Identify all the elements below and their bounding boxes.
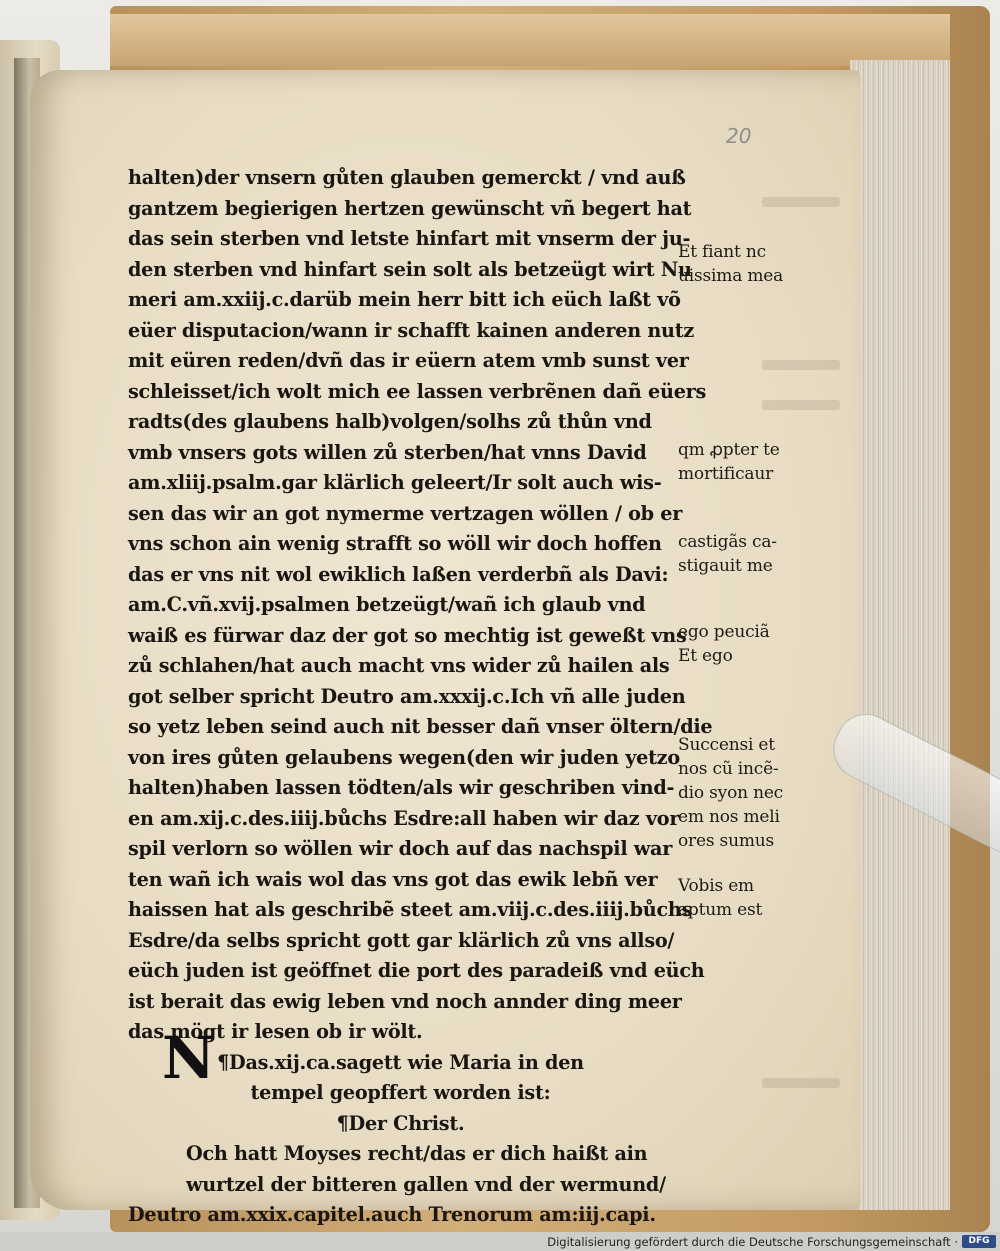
text-line: zů schlahen/hat auch macht vns wider zů hailen als (128, 654, 670, 677)
text-line: sen das wir an got nymerme vertzagen wöllen / ob er (128, 501, 683, 525)
text-line: radts(des glaubens halb)volgen/solhs zů thůn vnd (128, 410, 652, 433)
text-line: Och hatt Moyses recht/das er dich haißt ain (186, 1142, 648, 1165)
margin-note-line: em nos meli (678, 807, 780, 827)
page-edges (850, 60, 950, 1210)
margin-note-line: ego peuciã (678, 622, 770, 642)
text-line: halten)haben lassen tödten/als wir geschriben vind- (128, 776, 675, 799)
bleed-through-mark (762, 1078, 840, 1088)
dfg-logo-icon: DFG (962, 1235, 996, 1248)
margin-note (678, 240, 848, 288)
margin-note-line: castigãs ca- (678, 532, 777, 552)
bleed-through-mark (762, 197, 840, 207)
text-line: vns schon ain wenig strafft so wöll wir doch hoffen (128, 532, 662, 555)
text-line: am.xliij.psalm.gar klärlich geleert/Ir solt auch wis- (128, 471, 662, 494)
margin-note (678, 438, 848, 486)
chapter-heading-cont: tempel geopffert worden ist: (250, 1081, 551, 1104)
margin-note-line: uissima mea (678, 266, 784, 286)
text-line: schleisset/ich wolt mich ee lassen verbrẽnen dañ eüers (128, 379, 707, 403)
text-line: das er vns nit wol ewiklich laßen verderbñ als Davi: (128, 562, 669, 586)
text-line: wurtzel der bitteren gallen vnd der wermund/ (186, 1172, 666, 1196)
margin-note-line: dio syon nec (678, 783, 784, 803)
text-line: en am.xij.c.des.iiij.bůchs Esdre:all haben wir daz vor (128, 806, 680, 830)
text-line: ist berait das ewig leben vnd noch annder ding meer (128, 989, 682, 1013)
text-line: meri am.xxiij.c.darüb mein herr bitt ich eüch laßt võ (128, 288, 681, 311)
margin-note-line: Et ego (678, 646, 733, 666)
margin-note-line: nos cũ incẽ- (678, 759, 779, 779)
margin-note-line: Vobis em (678, 876, 754, 896)
margin-note-line: Et fiant nc (678, 242, 766, 262)
text-line: von ires gůten gelaubens wegen(den wir juden yetzo (128, 745, 680, 769)
text-line: das sein sterben vnd letste hinfart mit vnserm der ju- (128, 227, 691, 250)
bleed-through-mark (762, 400, 840, 410)
text-line: eüch juden ist geöffnet die port des paradeiß vnd eüch (128, 959, 705, 982)
text-line: vmb vnsers gots willen zů sterben/hat vnns David (128, 440, 647, 464)
margin-note-line: stigauit me (678, 556, 773, 576)
speaker-label: ¶Der Christ. (336, 1111, 465, 1135)
margin-note (678, 733, 848, 853)
footer-bar (0, 1232, 1000, 1251)
text-line: ten wañ ich wais wol das vns got das ewik lebñ ver (128, 867, 658, 891)
margin-note (678, 620, 848, 668)
margin-note-line: mortificaur (678, 464, 774, 484)
drop-cap-initial: N (162, 1024, 216, 1092)
chapter-heading: ¶Das.xij.ca.sagett wie Maria in den (217, 1050, 584, 1074)
margin-note-line: qm ꝓpter te (678, 440, 780, 460)
text-line: halten)der vnsern gůten glauben gemerckt / vnd auß (128, 166, 686, 189)
bleed-through-mark (762, 360, 840, 370)
text-line: Deutro am.xxix.capitel.auch Trenorum am:iij.capi. (128, 1203, 656, 1226)
text-line: Esdre/da selbs spricht gott gar klärlich zů vns allso/ (128, 928, 675, 952)
text-line: waiß es fürwar daz der got so mechtig ist geweßt vns (128, 623, 687, 647)
text-line: mit eüren reden/dvñ das ir eüern atem vmb sunst ver (128, 349, 689, 372)
text-line: spil verlorn so wöllen wir doch auf das nachspil war (128, 837, 673, 860)
margin-note (678, 874, 848, 922)
folio-number: 20 (726, 124, 752, 148)
text-line: am.C.vñ.xvij.psalmen betzeügt/wañ ich glaub vnd (128, 593, 646, 616)
footer-credit: Digitalisierung gefördert durch die Deutsche Forschungsgemeinschaft · (547, 1235, 958, 1249)
text-line: got selber spricht Deutro am.xxxij.c.Ich vñ alle juden (128, 684, 686, 708)
text-line: gantzem begierigen hertzen gewünscht vñ begert hat (128, 196, 692, 220)
margin-note-line: aptum est (678, 900, 763, 920)
text-line: das mögt ir lesen ob ir wölt. (128, 1020, 423, 1043)
text-line: den sterben vnd hinfart sein solt als betzeügt wirt Nu (128, 257, 692, 281)
book-top-edge (110, 14, 950, 66)
margin-note-line: ores sumus (678, 831, 775, 851)
text-line: so yetz leben seind auch nit besser dañ vnser öltern/die (128, 715, 713, 738)
text-line: haissen hat als geschribẽ steet am.viij.c.des.iiij.bůchs (128, 898, 693, 921)
text-line: eüer disputacion/wann ir schafft kainen anderen nutz (128, 318, 694, 342)
margin-note-line: Succensi et (678, 735, 775, 755)
margin-note (678, 530, 848, 578)
